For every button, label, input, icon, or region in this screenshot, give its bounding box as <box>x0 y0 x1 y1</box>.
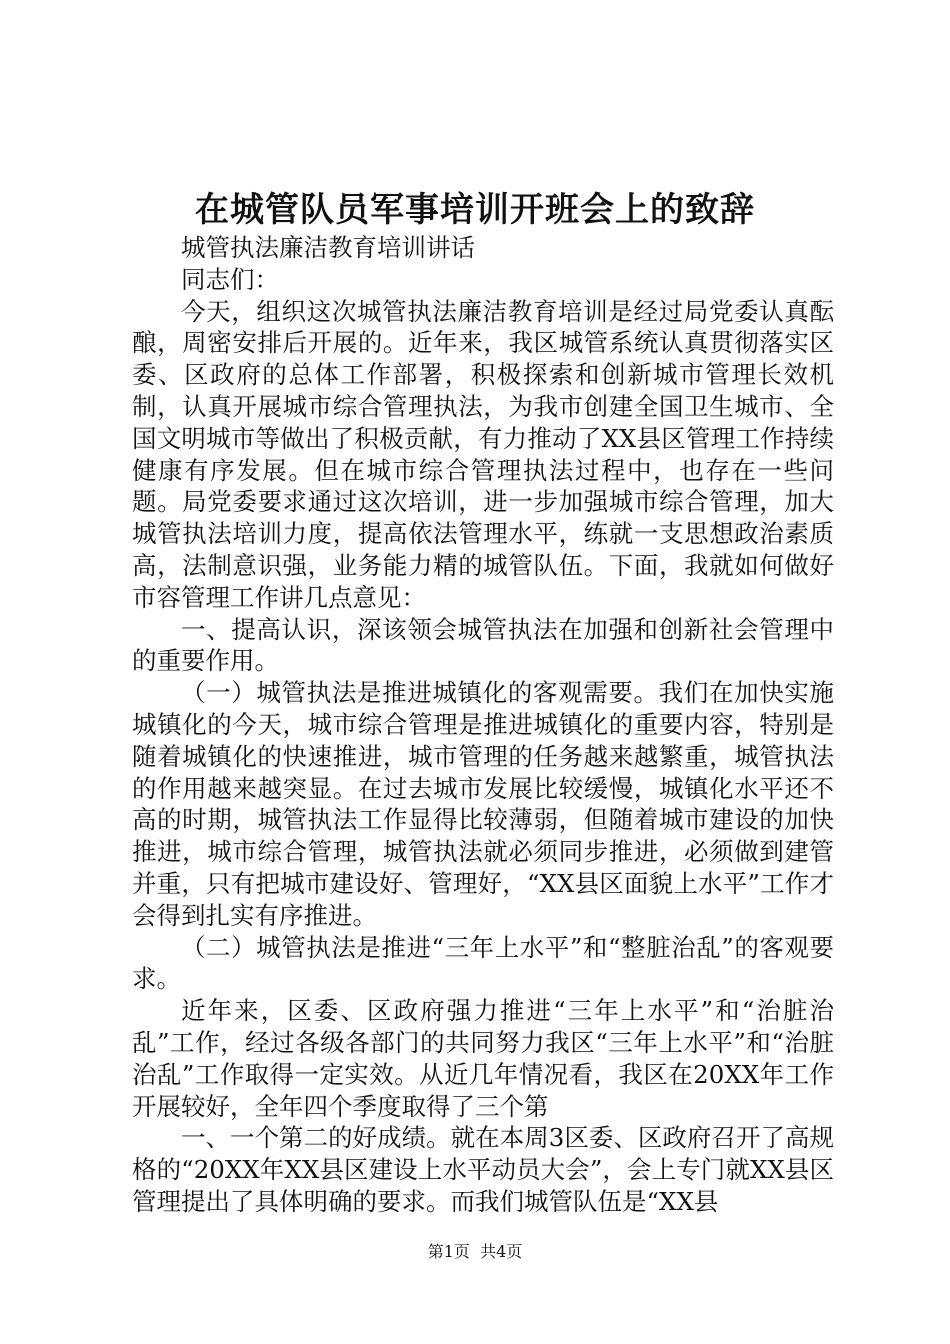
paragraph-section-1: 一、提高认识，深该领会城管执法在加强和创新社会管理中的重要作用。 <box>132 614 834 676</box>
footer-spacer <box>470 1242 480 1261</box>
document-body <box>132 232 834 1218</box>
paragraph-subtitle: 城管执法廉洁教育培训讲话 <box>181 233 475 262</box>
paragraph-point-1: （一）城管执法是推进城镇化的客观需要。我们在加快实施城镇化的今天，城市综合管理是推进城镇化的重要内容，特别是随着城镇化的快速推进，城市管理的任务越来越繁重，城管执法的作用越来越突显。在过去城市发展比较缓慢，城镇化水平还不高的时期，城管执法工作显得比较薄弱，但随着城市建设的加快推进，城市综合管理，城管执法就必须同步推进，必须做到建管并重，只有把城市建设好、管理好，“XX县区面貌上水平”工作才会得到扎实有序推进。 <box>132 678 834 930</box>
paragraph-results: 一、一个第二的好成绩。就在本周3区委、区政府召开了高规格的“20XX年XX县区建设上水平动员大会”，会上专门就XX县区管理提出了具体明确的要求。而我们城管队伍是“XX县 <box>132 1123 834 1216</box>
page-total: 共4页 <box>480 1242 523 1261</box>
paragraph-recent-years: 近年来，区委、区政府强力推进“三年上水平”和“治脏治乱”工作，经过各级各部门的共同努力我区“三年上水平”和“治脏治乱”工作取得一定实效。从近几年情况看，我区在20XX年工作开展较好，全年四个季度取得了三个第 <box>132 996 834 1121</box>
paragraph-intro: 今天，组织这次城管执法廉洁教育培训是经过局党委认真酝酿，周密安排后开展的。近年来，我区城管系统认真贯彻落实区委、区政府的总体工作部署，积极探索和创新城市管理长效机制，认真开展城市综合管理执法，为我市创建全国卫生城市、全国文明城市等做出了积极贡献，有力推动了XX县区管理工作持续健康有序发展。但在城市综合管理执法过程中，也存在一些问题。局党委要求通过这次培训，进一步加强城市综合管理，加大城管执法培训力度，提高依法管理水平，练就一支思想政治素质高，法制意识强，业务能力精的城管队伍。下面，我就如何做好市容管理工作讲几点意见： <box>132 296 834 612</box>
document-title: 在城管队员军事培训开班会上的致辞 <box>195 190 755 230</box>
paragraph-point-2: （二）城管执法是推进“三年上水平”和“整脏治乱”的客观要求。 <box>132 932 834 994</box>
paragraph-salutation: 同志们： <box>181 264 279 294</box>
page-footer <box>0 1240 950 1264</box>
page-number: 第1页 <box>427 1242 470 1261</box>
